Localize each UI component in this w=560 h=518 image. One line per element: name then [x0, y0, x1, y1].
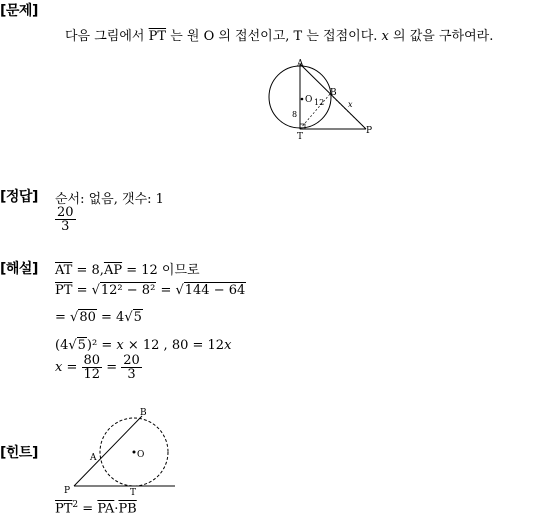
label-a: A [297, 59, 304, 69]
label-12: 12 [314, 98, 325, 107]
solution-label: [해설] [0, 261, 38, 277]
problem-figure [262, 55, 382, 140]
hint-formula: $\overline{PT}^2 = \overline{PA}\cdot\overline{PB}$ [55, 500, 137, 517]
answer-meta: 순서: 없음, 갯수: 1 [55, 192, 164, 207]
answer-label: [정답] [0, 189, 38, 205]
hint-label-o: O [137, 450, 145, 460]
answer-value: $\frac{20}{3}$ [57, 205, 74, 234]
solution-line-3: = √80 = 4√5 [55, 310, 142, 325]
label-b: B [330, 88, 337, 98]
solution-line-2: $\overline{PT} = √12^2 - 8^2 = √144 - 64$ [55, 283, 246, 298]
problem-text: 다음 그림에서 $\overline{PT}$ 는 원 O 의 접선이고, T 는 접점이다. x 의 값을 구하여라. [65, 29, 494, 44]
hint-center-dot [133, 451, 136, 454]
hint-label-p: P [64, 486, 71, 496]
hint-figure [60, 406, 180, 498]
label-t: T [297, 132, 304, 140]
problem-label: [문제] [0, 3, 38, 19]
label-x: x [348, 100, 353, 109]
hint-secant [74, 416, 145, 486]
hint-label: [힌트] [0, 445, 38, 461]
label-p: P [366, 126, 373, 136]
hint-label-b: B [140, 408, 147, 418]
label-8: 8 [292, 110, 298, 119]
solution-line-4: (4√5)² = x × 12 , 80 = 12x [55, 338, 232, 353]
label-o: O [305, 95, 313, 105]
hint-label-a: A [90, 453, 97, 463]
solution-line-1: $\overline{AT} = 8,\overline{AP} = 12$ 이므로 [55, 263, 200, 278]
solution-line-5: x = $\frac{80}{12}$ = $\frac{20}{3}$ [55, 353, 140, 382]
center-dot [301, 98, 304, 101]
hint-label-t: T [130, 488, 137, 498]
